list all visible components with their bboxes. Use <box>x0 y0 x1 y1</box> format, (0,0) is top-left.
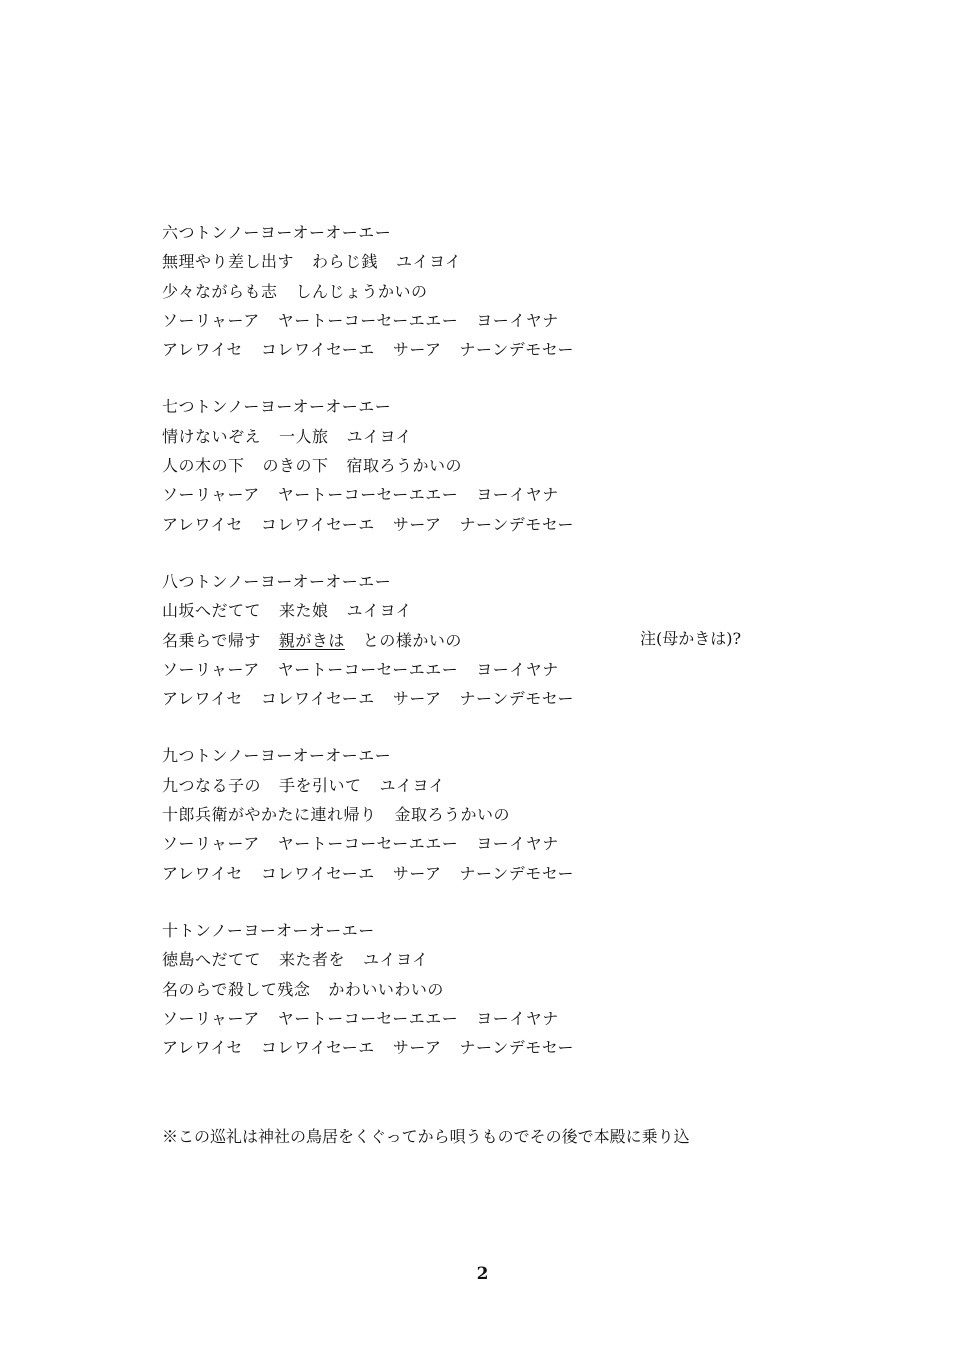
verse-segment: ナーンデモセー <box>459 863 575 883</box>
verse-segment: ヨーイヤナ <box>476 659 559 679</box>
verse-segment: ヨーイヤナ <box>476 310 559 330</box>
verse-line <box>162 684 782 713</box>
verse-line <box>162 655 782 684</box>
verse-segment: ソーリャーア <box>162 310 260 330</box>
verse-segment: ヤートーコーセーエエー <box>277 659 459 679</box>
stanza-heading <box>162 392 782 421</box>
verse-segment: 八つトンノーヨーオーオーエー <box>162 571 392 591</box>
verse-stanza <box>162 218 782 364</box>
verse-line <box>162 510 782 539</box>
verse-line <box>162 335 782 364</box>
verse-segment: 手を引いて <box>279 775 362 795</box>
verse-segment: ソーリャーア <box>162 659 260 679</box>
verse-line <box>162 829 782 858</box>
verse-segment: コレワイセーエ <box>260 863 375 883</box>
verse-segment: ユイヨイ <box>346 601 413 621</box>
verse-segment: ナーンデモセー <box>459 689 575 709</box>
verse-line <box>162 596 782 625</box>
verse-segment: 六つトンノーヨーオーオーエー <box>162 223 392 242</box>
verse-segment: 来た者を <box>279 950 346 970</box>
verse-stanza <box>162 741 782 887</box>
verse-segment: コレワイセーエ <box>260 689 375 709</box>
verse-stanza <box>162 392 782 538</box>
verse-segment: 十郎兵衛がやかたに連れ帰り <box>162 805 377 825</box>
verse-segment: サーア <box>392 340 442 360</box>
verse-line <box>162 771 782 800</box>
verse-segment: 徳島へだてて <box>162 950 262 970</box>
verse-segment: コレワイセーエ <box>260 340 375 360</box>
verse-segment: ヤートーコーセーエエー <box>277 1008 459 1028</box>
verse-stanza <box>162 916 782 1062</box>
verse-segment: アレワイセ <box>162 340 243 360</box>
verse-segment: ユイヨイ <box>396 252 462 272</box>
verse-segment: ユイヨイ <box>379 775 446 795</box>
verse-segment: ソーリャーア <box>162 834 260 854</box>
verse-segment: サーア <box>392 689 442 709</box>
verse-line <box>162 277 782 306</box>
verse-segment: ナーンデモセー <box>459 514 575 534</box>
page-number: 2 <box>476 1264 489 1284</box>
verse-segment: ヨーイヤナ <box>476 485 559 505</box>
verse-segment: 人の木の下 <box>162 456 245 476</box>
verse-segment: サーア <box>392 1038 442 1058</box>
verse-segment: ヨーイヤナ <box>476 1008 559 1028</box>
verse-segment: 無理やり差し出す <box>162 252 295 272</box>
verse-segment: 来た娘 <box>279 601 329 621</box>
verse-line <box>162 859 782 888</box>
stanza-heading <box>162 567 782 596</box>
verse-line <box>162 480 782 509</box>
verse-segment: 情けないぞえ <box>162 426 262 446</box>
verse-segment: ユイヨイ <box>363 950 429 970</box>
verse-segment: 宿取ろうかいの <box>346 456 463 476</box>
verse-segment: ヤートーコーセーエエー <box>277 485 459 505</box>
verse-line <box>162 306 782 335</box>
verse-segment: 九つなる子の <box>162 775 262 795</box>
verse-segment: アレワイセ <box>162 863 243 883</box>
verse-segment: 少々ながらも志 <box>162 281 278 301</box>
verse-line <box>162 1004 782 1033</box>
verse-segment: コレワイセーエ <box>260 1038 375 1058</box>
side-note: 注(母かきは)? <box>640 629 742 648</box>
verse-line <box>162 975 782 1004</box>
verse-line <box>162 1033 782 1062</box>
stanza-heading <box>162 741 782 770</box>
footnote: ※この巡礼は神社の鳥居をくぐってから唄うものでその後で本殿に乗り込 <box>162 1127 690 1146</box>
verse-segment: ヤートーコーセーエエー <box>277 834 459 854</box>
verse-segment: アレワイセ <box>162 514 243 534</box>
verse-segment: ソーリャーア <box>162 1008 260 1028</box>
verse-segment: ユイヨイ <box>346 426 413 446</box>
verse-segment: しんじょうかいの <box>295 281 428 301</box>
verse-line <box>162 247 782 276</box>
verse-segment: ナーンデモセー <box>459 340 575 360</box>
verse-segment: 親がきは <box>278 630 345 650</box>
verse-segment: 七つトンノーヨーオーオーエー <box>162 397 392 417</box>
verse-segment: 山坂へだてて <box>162 601 262 621</box>
verse-segment: アレワイセ <box>162 1038 243 1058</box>
verse-segment: 名乗らで帰す <box>162 630 261 650</box>
verse-segment: ヨーイヤナ <box>476 834 559 854</box>
verse-segment: 金取ろうかいの <box>394 805 511 825</box>
verse-segment: サーア <box>392 863 442 883</box>
verse-segment: ナーンデモセー <box>459 1038 575 1058</box>
verse-segment: アレワイセ <box>162 689 243 709</box>
verse-segment: 一人旅 <box>279 426 329 446</box>
verse-line <box>162 945 782 974</box>
stanza-heading <box>162 916 782 945</box>
verse-segment: のきの下 <box>262 456 329 476</box>
verse-segment: ソーリャーア <box>162 485 260 505</box>
verse-segment: ヤートーコーセーエエー <box>277 310 459 330</box>
verse-line <box>162 800 782 829</box>
verse-segment: サーア <box>392 514 442 534</box>
verse-line <box>162 451 782 480</box>
verse-segment: 十トンノーヨーオーオーエー <box>162 920 375 940</box>
verse-line <box>162 422 782 451</box>
verse-segment: かわいいわいの <box>328 979 444 999</box>
verse-segment: 名のらで殺して残念 <box>162 979 311 999</box>
stanza-heading <box>162 218 782 247</box>
verse-segment: コレワイセーエ <box>260 514 375 534</box>
verse-segment: 九つトンノーヨーオーオーエー <box>162 746 392 766</box>
verse-list <box>162 218 782 1090</box>
verse-segment: わらじ銭 <box>312 252 379 272</box>
verse-segment: との様かいの <box>362 630 462 650</box>
